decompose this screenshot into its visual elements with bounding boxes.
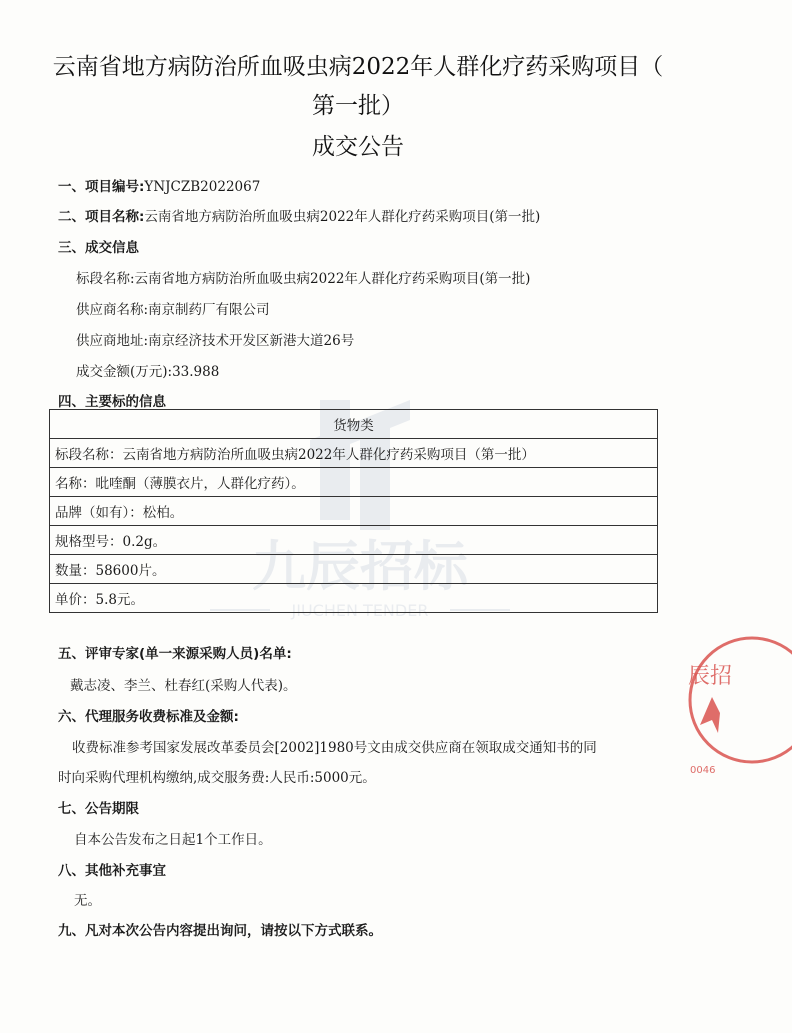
document-subtitle: 成交公告: [312, 134, 404, 160]
table-cell: 标段名称：云南省地方病防治所血吸虫病2022年人群化疗药采购项目（第一批）: [50, 439, 658, 468]
lot-name: 标段名称:云南省地方病防治所血吸虫病2022年人群化疗药采购项目(第一批): [76, 271, 531, 287]
official-seal-stamp: [682, 625, 792, 775]
table-cell: 单价：5.8元。: [50, 584, 658, 613]
table-row: [50, 410, 658, 439]
period-text: 自本公告发布之日起1个工作日。: [74, 832, 272, 848]
other-text: 无。: [74, 893, 101, 909]
project-number-label: 一、项目编号:: [58, 179, 145, 195]
table-row: [50, 526, 658, 555]
stamp-text: 辰招: [688, 664, 733, 689]
table-cell: 规格型号：0.2g。: [50, 526, 658, 555]
supplier-name: 供应商名称:南京制药厂有限公司: [76, 302, 270, 318]
supplier-address: 供应商地址:南京经济技术开发区新港大道26号: [76, 333, 355, 349]
project-name-value: 云南省地方病防治所血吸虫病2022年人群化疗药采购项目(第一批): [144, 209, 541, 225]
project-name-label: 二、项目名称:: [58, 209, 145, 225]
deal-amount: 成交金额(万元):33.988: [76, 364, 220, 380]
period-heading: 七、公告期限: [58, 801, 139, 817]
experts-heading: 五、评审专家(单一来源采购人员)名单:: [58, 646, 292, 662]
table-row: [50, 555, 658, 584]
document-title-line1: 云南省地方病防治所血吸虫病2022年人群化疗药采购项目（: [52, 54, 664, 80]
table-cell: 品牌（如有）：松柏。: [50, 497, 658, 526]
other-heading: 八、其他补充事宜: [58, 863, 166, 879]
table-row: [50, 497, 658, 526]
project-number-value: YNJCZB2022067: [144, 179, 261, 195]
experts-names: 戴志凌、李兰、杜春红(采购人代表)。: [70, 678, 297, 694]
document-title-line2: 第一批）: [312, 93, 404, 119]
deal-info-heading: 三、成交信息: [58, 240, 139, 256]
table-row: [50, 439, 658, 468]
table-cell: 数量：58600片。: [50, 555, 658, 584]
table-row: [50, 468, 658, 497]
watermark-en: JIUCHEN TENDER: [291, 601, 429, 620]
main-subject-heading: 四、主要标的信息: [58, 394, 166, 410]
fees-text-line2: 时向采购代理机构缴纳,成交服务费:人民币:5000元。: [58, 770, 376, 786]
table-row: [50, 584, 658, 613]
project-name-row: [58, 205, 540, 225]
watermark-cn: 九辰招标: [252, 535, 468, 598]
stamp-number: 0046: [690, 765, 716, 776]
contact-heading: 九、凡对本次公告内容提出询问，请按以下方式联系。: [58, 923, 382, 939]
main-subject-table: [49, 409, 658, 613]
fees-text-line1: 收费标准参考国家发展改革委员会[2002]1980号文由成交供应商在领取成交通知书的同: [72, 740, 597, 756]
fees-heading: 六、代理服务收费标准及金额:: [58, 709, 239, 725]
project-number-row: [58, 175, 260, 195]
table-cell: 名称：吡喹酮（薄膜衣片，人群化疗药）。: [50, 468, 658, 497]
table-header-cell: 货物类: [50, 410, 658, 439]
